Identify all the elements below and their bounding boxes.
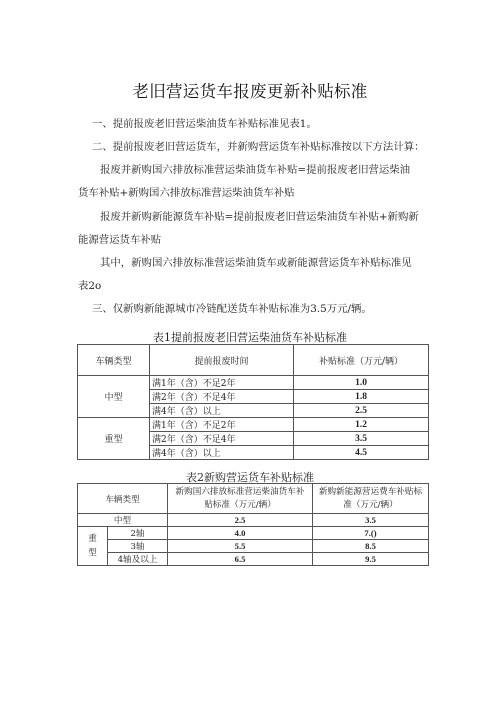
table1-value: 4.5 [294,446,429,460]
paragraph-6: 三、仅新购新能源城市冷链配送货车补贴标准为3.5万元/辆。 [92,303,372,315]
table2-type-heavy-char2: 型 [88,548,97,558]
table2-value: 7.() [313,527,429,540]
table1-value: 1.0 [294,376,429,390]
table2-type-medium: 中型 [78,514,168,527]
table2-axle: 4轴及以上 [108,553,168,566]
table2-header-diesel [168,484,313,514]
table1-caption: 表1提前报废老旧营运柴油货车补贴标准 [153,331,347,344]
table1-header-subsidy: 补贴标准（万元/辆） [294,345,429,376]
table1-period: 满1年（含）不足2年 [150,376,294,390]
table2-axle: 3轴 [108,540,168,553]
table2-value: 8.5 [313,540,429,553]
table2-value: 2.5 [168,514,313,527]
table2-value: 9.5 [313,553,429,566]
table1-period: 满4年（含）以上 [150,404,294,418]
paragraph-3-line-1: 报废并新购国六排放标准营运柴油货车补贴=提前报废老旧营运柴油 [100,164,411,176]
table2 [77,483,429,566]
table1-type-heavy: 重型 [78,418,150,460]
table2-header-diesel-line2: 贴标准（万元/辆） [204,499,276,510]
table2-header-new-energy-line2: 准（万元/辆） [343,499,398,510]
table1-header-type: 车辆类型 [78,345,150,376]
table1-header-period: 提前报废时间 [150,345,294,376]
table2-type-heavy [78,527,108,566]
paragraph-4-line-1: 报废并新购新能源货车补贴=提前报废老旧营运柴油货车补贴+新购新 [100,211,419,223]
table1-value: 1.2 [294,418,429,432]
paragraph-4-line-2: 能源营运货车补贴 [78,234,162,246]
table2-header-new-energy [313,484,429,514]
table1-period: 满1年（含）不足2年 [150,418,294,432]
document-title: 老旧营运货车报废更新补贴标准 [132,82,368,101]
paragraph-1: 一、提前报废老旧营运柴油货车补贴标准见表1。 [92,118,317,130]
table2-value: 6.5 [168,553,313,566]
table2-axle: 2轴 [108,527,168,540]
table2-value: 3.5 [313,514,429,527]
table2-type-heavy-char1: 重 [88,534,97,544]
table2-caption: 表2新购营运货车补贴标准 [186,471,314,484]
table2-header-new-energy-line1: 新购新能源营运费车补贴标 [318,486,423,497]
table1-type-medium: 中型 [78,376,150,418]
table1-value: 2.5 [294,404,429,418]
paragraph-3-line-2: 货车补贴+新购国六排放标准营运柴油货车补贴 [78,187,295,199]
table1-period: 满2年（含）不足4年 [150,390,294,404]
paragraph-5-line-1: 其中，新购国六排放标准营运柴油货车或新能源营运货车补贴标准见 [100,257,412,269]
paragraph-5-line-2: 表2o [78,280,102,292]
table1 [77,344,429,460]
table1-period: 满2年（含）不足4年 [150,432,294,446]
table1-value: 3.5 [294,432,429,446]
table1-value: 1.8 [294,390,429,404]
paragraph-2: 二、提前报废老旧营运货车，并新购营运货车补贴标准按以下方法计算： [92,141,425,153]
table1-period: 满4年（含）以上 [150,446,294,460]
table2-header-type: 车辆类型 [78,484,168,514]
table2-value: 4.0 [168,527,313,540]
table2-value: 5.5 [168,540,313,553]
table2-header-diesel-line1: 新购国六排放标准营运柴油货车补 [175,486,305,497]
